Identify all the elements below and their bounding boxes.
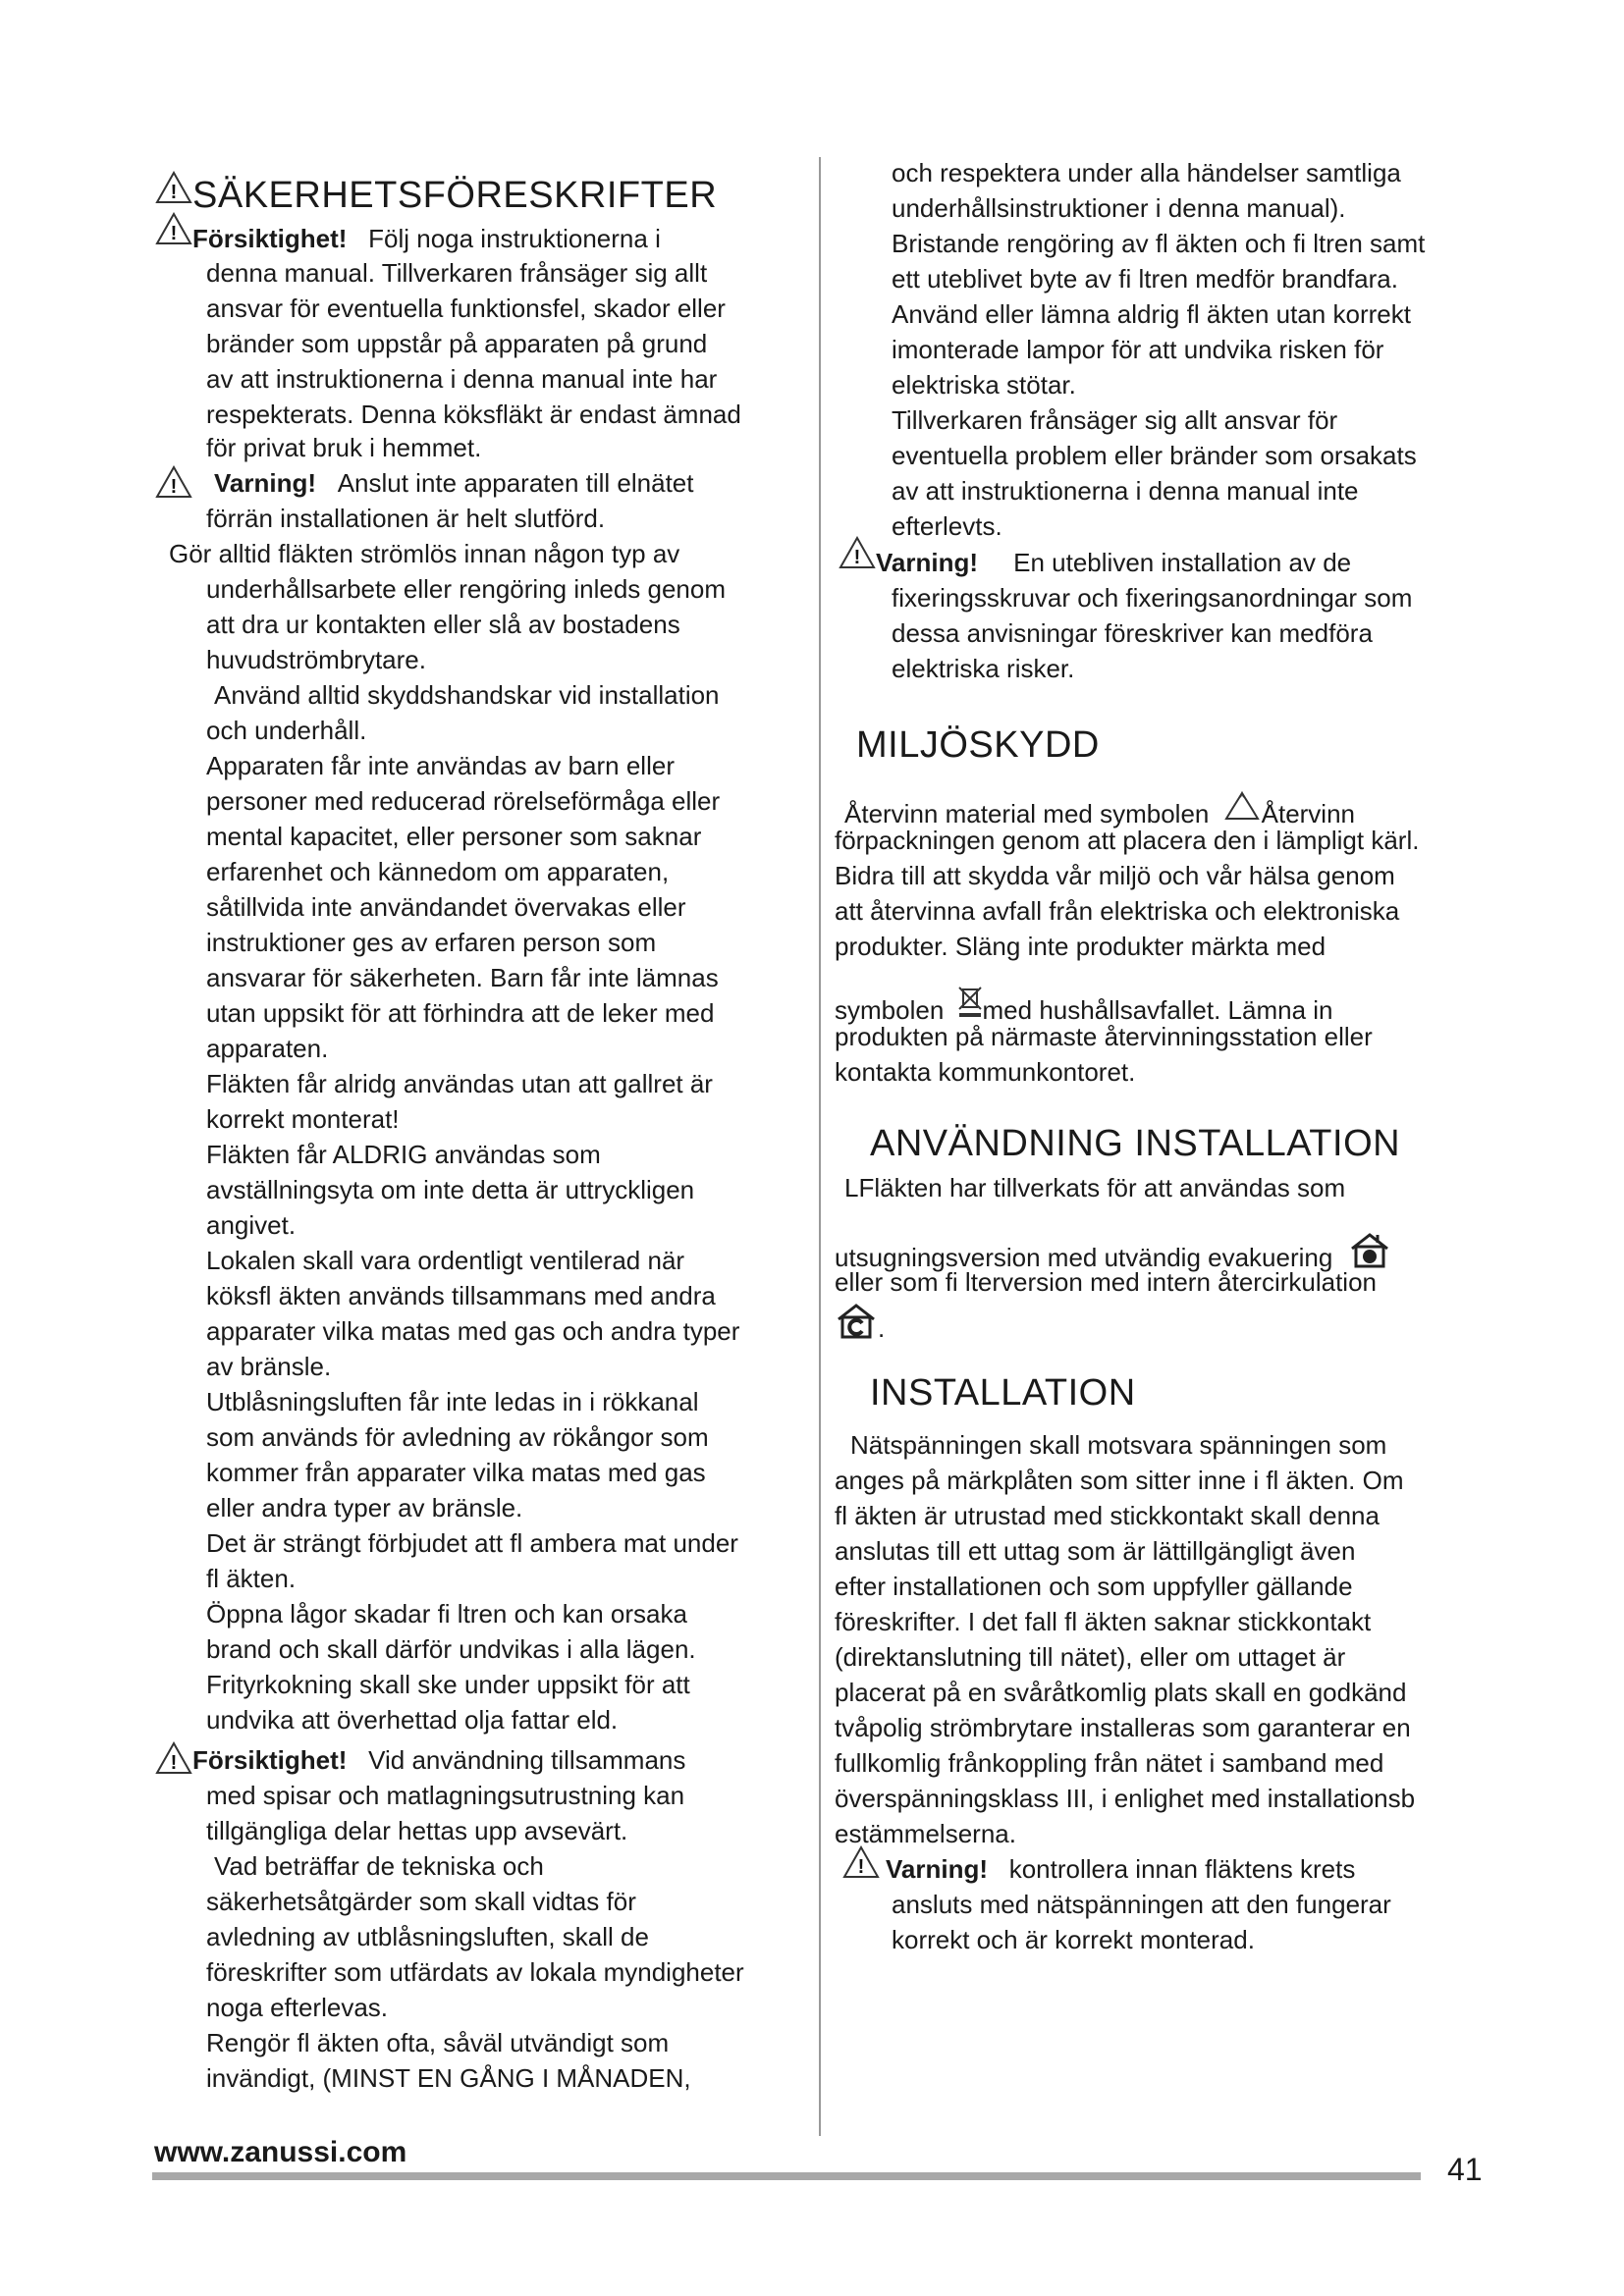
text-line: produkter. Släng inte produkter märkta med — [835, 932, 1326, 961]
text-line: utan uppsikt för att förhindra att de leker med — [206, 998, 715, 1028]
text-line: säkerhetsåtgärder som skall vidtas för — [206, 1887, 636, 1916]
svg-text:!: ! — [170, 1752, 178, 1774]
warning-label: Varning! — [214, 468, 317, 498]
text-line: bränder som uppstår på apparaten på grund — [206, 329, 708, 358]
text-line: av att instruktionerna i denna manual inte har — [206, 364, 718, 394]
text-line: placerat på en svåråtkomlig plats skall en godkänd — [835, 1678, 1407, 1707]
caution-line — [192, 223, 661, 254]
warning-line — [886, 1853, 1355, 1885]
text-line: korrekt och är korrekt monterad. — [892, 1925, 1255, 1954]
environment-heading: MILJÖSKYDD — [856, 724, 1100, 766]
text-line: underhållsinstruktioner i denna manual). — [892, 193, 1346, 223]
recycle-text-2: Återvinn — [1261, 799, 1356, 828]
text-line: Använd eller lämna aldrig fl äkten utan korrekt — [892, 299, 1411, 329]
column-divider — [819, 157, 821, 2136]
recycle-line — [844, 789, 1355, 829]
svg-text:!: ! — [170, 182, 178, 203]
extraction-mode-icon — [1348, 1231, 1391, 1270]
recycle-text: Återvinn material med symbolen — [844, 799, 1210, 828]
text-line: apparater vilka matas med gas och andra typer — [206, 1316, 740, 1346]
warning-label: Varning! — [876, 548, 979, 577]
text-line: estämmelserna. — [835, 1819, 1016, 1848]
text-line: underhållsarbete eller rengöring inleds genom — [206, 574, 727, 604]
text-line: Gör alltid fläkten strömlös innan någon typ av — [169, 539, 680, 568]
text-line: köksfl äkten används tillsammans med andra — [206, 1281, 716, 1310]
text-line: avledning av utblåsningsluften, skall de — [206, 1922, 649, 1951]
text-line: som används för avledning av rökångor som — [206, 1422, 709, 1452]
text-line: och respektera under alla händelser samtliga — [892, 158, 1401, 187]
text-line: fl äkten är utrustad med stickkontakt skall denna — [835, 1501, 1380, 1530]
safety-heading: SÄKERHETSFÖRESKRIFTER — [192, 175, 718, 216]
text-line: och underhåll. — [206, 716, 367, 745]
text-line: eller andra typer av bränsle. — [206, 1493, 523, 1522]
text-line: Bidra till att skydda vår miljö och vår hälsa genom — [835, 861, 1395, 890]
text-line: invändigt, (MINST EN GÅNG I MÅNADEN, — [206, 2063, 691, 2093]
text-line: Öppna lågor skadar fi ltren och kan orsaka — [206, 1599, 687, 1629]
caution-line — [192, 1744, 685, 1776]
text-line: avställningsyta om inte detta är uttryckligen — [206, 1175, 695, 1204]
crossed-bin-icon — [957, 986, 983, 1019]
text-line: Rengör fl äkten ofta, såväl utvändigt som — [206, 2028, 670, 2057]
text-line: personer med reducerad rörelseförmåga eller — [206, 786, 721, 816]
svg-text:!: ! — [170, 223, 178, 244]
text-line: produkten på närmaste återvinningsstation eller — [835, 1022, 1373, 1051]
text-line: att dra ur kontakten eller slå av bostadens — [206, 610, 680, 639]
text-line: dessa anvisningar föreskriver kan medföra — [892, 618, 1373, 648]
text-line: korrekt monterat! — [206, 1104, 400, 1134]
warning-icon — [842, 1845, 880, 1879]
extraction-text: utsugningsversion med utvändig evakuering — [835, 1243, 1333, 1272]
warning-icon — [155, 212, 192, 245]
text-line: Använd alltid skyddshandskar vid installation — [214, 680, 720, 710]
text-line: Frityrkokning skall ske under uppsikt för att — [206, 1670, 690, 1699]
text-line: fl äkten. — [206, 1564, 297, 1593]
footer-rule — [152, 2172, 1421, 2180]
text-line: ansvar för eventuella funktionsfel, skador eller — [206, 294, 726, 323]
svg-text:!: ! — [170, 476, 178, 498]
warning-line — [214, 467, 693, 499]
text-line: Lokalen skall vara ordentligt ventilerad när — [206, 1246, 685, 1275]
text-line: ansluts med nätspänningen att den fungerar — [892, 1890, 1391, 1919]
text-line: tillgängliga delar hettas upp avsevärt. — [206, 1816, 628, 1845]
text-line: noga efterlevas. — [206, 1993, 389, 2022]
installation-heading: INSTALLATION — [870, 1372, 1136, 1414]
weee-text-2: med hushållsavfallet. Lämna in — [982, 995, 1333, 1025]
text-line: LFläkten har tillverkats för att användas som — [844, 1173, 1346, 1202]
warning-icon — [155, 171, 192, 204]
text-line: föreskrifter. I det fall fl äkten saknar stickkontakt — [835, 1607, 1372, 1636]
text-line: elektriska stötar. — [892, 370, 1076, 400]
website-link[interactable]: www.zanussi.com — [154, 2136, 407, 2168]
text-line: Utblåsningsluften får inte ledas in i rökkanal — [206, 1387, 699, 1416]
svg-text:!: ! — [857, 1856, 865, 1878]
recycle-icon — [1222, 789, 1262, 828]
text-line: av att instruktionerna i denna manual inte — [892, 476, 1359, 506]
svg-text:!: ! — [853, 547, 861, 568]
text-line: med spisar och matlagningsutrustning kan — [206, 1781, 685, 1810]
recirculation-text: . — [878, 1313, 886, 1343]
text-line: Bristande rengöring av fl äkten och fi ltren samt — [892, 229, 1426, 258]
text-line: förrän installationen är helt slutförd. — [206, 504, 606, 533]
text-line: Det är strängt förbjudet att fl ambera mat under — [206, 1528, 738, 1558]
text-line: Vad beträffar de tekniska och — [214, 1851, 544, 1881]
warning-text: En utebliven installation av de — [1013, 548, 1352, 577]
text-line: eller som fi lterversion med intern återcirkulation — [835, 1267, 1377, 1297]
text-line: förpackningen genom att placera den i lämpligt kärl. — [835, 826, 1420, 855]
page-number: 41 — [1447, 2152, 1483, 2187]
warning-label: Varning! — [886, 1854, 989, 1884]
caution-text: Följ noga instruktionerna i — [368, 224, 661, 253]
text-line: mental kapacitet, eller personer som saknar — [206, 822, 702, 851]
text-line: föreskrifter som utfärdats av lokala myndigheter — [206, 1957, 744, 1987]
text-line: för privat bruk i hemmet. — [206, 433, 482, 462]
text-line: Nätspänningen skall motsvara spänningen som — [850, 1430, 1387, 1460]
text-line: brand och skall därför undvikas i alla lägen. — [206, 1634, 696, 1664]
weee-line — [835, 986, 1333, 1026]
text-line: ett uteblivet byte av fi ltren medför brandfara. — [892, 264, 1398, 294]
warning-text: kontrollera innan fläktens krets — [1008, 1854, 1356, 1884]
text-line: undvika att överhettad olja fattar eld. — [206, 1705, 619, 1735]
text-line: respekterats. Denna köksfläkt är endast ämnad — [206, 400, 741, 429]
text-line: kontakta kommunkontoret. — [835, 1057, 1136, 1087]
text-line: huvudströmbrytare. — [206, 645, 426, 674]
text-line: denna manual. Tillverkaren frånsäger sig allt — [206, 258, 708, 288]
text-line: Apparaten får inte användas av barn eller — [206, 751, 675, 780]
text-line: Tillverkaren frånsäger sig allt ansvar för — [892, 405, 1338, 435]
text-line: av bränsle. — [206, 1352, 332, 1381]
text-line: ansvarar för säkerheten. Barn får inte lämnas — [206, 963, 719, 992]
warning-icon — [155, 465, 192, 499]
warning-icon — [839, 536, 876, 569]
text-line: efter installationen och som uppfyller gällande — [835, 1572, 1353, 1601]
caution-label: Försiktighet! — [192, 224, 348, 253]
text-line: Fläkten får ALDRIG användas som — [206, 1140, 601, 1169]
text-line: kommer från apparater vilka matas med gas — [206, 1458, 706, 1487]
caution-label: Försiktighet! — [192, 1745, 348, 1775]
warning-icon — [155, 1741, 192, 1775]
text-line: fullkomlig frånkoppling från nätet i samband med — [835, 1748, 1384, 1778]
caution-text: Vid användning tillsammans — [368, 1745, 686, 1775]
usage-heading: ANVÄNDNING INSTALLATION — [870, 1123, 1401, 1164]
warning-text: Anslut inte apparaten till elnätet — [337, 468, 694, 498]
text-line: fixeringsskruvar och fixeringsanordningar som — [892, 583, 1413, 613]
text-line: tvåpolig strömbrytare installeras som garanterar en — [835, 1713, 1411, 1742]
text-line: erfarenhet och kännedom om apparaten, — [206, 857, 670, 886]
text-line: såtillvida inte användandet övervakas eller — [206, 892, 686, 922]
weee-text: symbolen — [835, 995, 945, 1025]
text-line: angivet. — [206, 1210, 297, 1240]
text-line: apparaten. — [206, 1034, 329, 1063]
text-line: efterlevts. — [892, 511, 1002, 541]
text-line: att återvinna avfall från elektriska och elektroniska — [835, 896, 1400, 926]
text-line: elektriska risker. — [892, 654, 1075, 683]
text-line: Fläkten får alridg användas utan att gallret är — [206, 1069, 713, 1098]
recirculation-mode-icon — [835, 1302, 878, 1341]
text-line: imonterade lampor för att undvika risken för — [892, 335, 1384, 364]
recirculation-line — [835, 1302, 885, 1344]
text-line: instruktioner ges av erfaren person som — [206, 928, 657, 957]
warning-line — [876, 547, 1351, 578]
text-line: (direktanslutning till nätet), eller om uttaget är — [835, 1642, 1346, 1672]
text-line: anslutas till ett uttag som är lättillgängligt även — [835, 1536, 1356, 1566]
text-line: eventuella problem eller bränder som orsakats — [892, 441, 1417, 470]
text-line: anges på märkplåten som sitter inne i fl äkten. Om — [835, 1466, 1404, 1495]
text-line: överspänningsklass III, i enlighet med installationsb — [835, 1784, 1416, 1813]
